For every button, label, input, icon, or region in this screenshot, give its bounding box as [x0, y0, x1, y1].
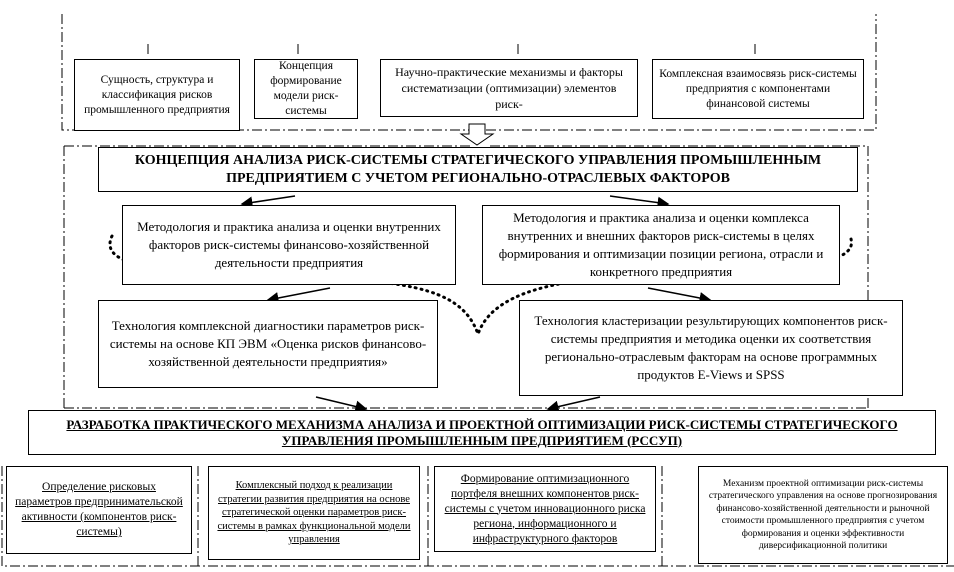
mechanism-box — [698, 466, 948, 564]
portfolio-text: Формирование оптимизационного портфеля внешних компонентов риск-системы с учетом инновационного риска региона, информационного и инфраструктурного факторов — [444, 472, 646, 545]
concept-title-text: КОНЦЕПЦИЯ АНАЛИЗА РИСК-СИСТЕМЫ СТРАТЕГИЧЕСКОГО УПРАВЛЕНИЯ ПРОМЫШЛЕННЫМ ПРЕДПРИЯТИЕМ С УЧЕТОМ РЕГИОНАЛЬНО-ОТРАСЛЕВЫХ ФАКТОРОВ — [134, 152, 822, 186]
development-title-text: РАЗРАБОТКА ПРАКТИЧЕСКОГО МЕХАНИЗМА АНАЛИЗА И ПРОЕКТНОЙ ОПТИМИЗАЦИИ РИСК-СИСТЕМЫ СТРАТЕГИЧЕСКОГО УПРАВЛЕНИЯ ПРОМЫШЛЕННЫМ ПРЕДПРИЯТИЕМ (РССУП) — [66, 416, 898, 448]
essence-box — [74, 59, 240, 131]
methodology-internal-text: Методология и практика анализа и оценки внутренних факторов риск-системы финансово-хозяйственной деятельности предприятия — [137, 219, 441, 270]
complex-approach-text: Комплексный подход к реализации стратегии развития предприятия на основе стратегической оценки параметров риск-системы в рамках функциональной модели управления — [217, 480, 411, 546]
complex-approach-box — [208, 466, 420, 560]
methodology-internal-box — [122, 205, 456, 285]
technology-diagnostics-text: Технология комплексной диагностики параметров риск-системы на основе КП ЭВМ «Оценка рисков финансово-хозяйственной деятельности предприятия» — [109, 318, 427, 369]
development-title-box — [28, 410, 936, 455]
risk-params-text: Определение рисковых параметров предпринимательской активности (компонентов риск-системы) — [15, 481, 183, 538]
technology-clustering-box — [519, 300, 903, 396]
mechanism-text: Механизм проектной оптимизации риск-системы стратегического управления на основе прогнозирования финансово-хозяйственной деятельности и рыночной стоимости промышленного предприятия с учетом формирования и оценки эффективности диверсификационной политики — [708, 478, 938, 551]
concept-box — [254, 59, 358, 119]
technology-clustering-text: Технология кластеризации результирующих компонентов риск-системы предприятия и методика оценки их соответствия регионально-отраслевым факторам на основе программных продуктов E-Views и SPSS — [534, 313, 888, 382]
technology-diagnostics-box — [98, 300, 438, 388]
mechanisms-text: Научно-практические механизмы и факторы систематизации (оптимизации) элементов риск- — [395, 65, 623, 111]
interrelation-box — [652, 59, 864, 119]
top-ticks — [148, 44, 755, 54]
methodology-complex-box — [482, 205, 840, 285]
concept-title-box — [98, 147, 858, 192]
essence-text: Сущность, структура и классификация рисков промышленного предприятия — [84, 73, 230, 116]
portfolio-box — [434, 466, 656, 552]
risk-params-box — [6, 466, 192, 554]
hollow-down-arrow — [461, 124, 493, 145]
interrelation-text: Комплексная взаимосвязь риск-системы предприятия с компонентами финансовой системы — [659, 67, 857, 110]
mechanisms-box — [380, 59, 638, 117]
methodology-complex-text: Методология и практика анализа и оценки комплекса внутренних и внешних факторов риск-системы в целях формирования и оптимизации позиции региона, отрасли и конкретного предприятия — [498, 210, 824, 279]
concept-text: Концепция формирование модели риск-системы — [270, 60, 342, 117]
